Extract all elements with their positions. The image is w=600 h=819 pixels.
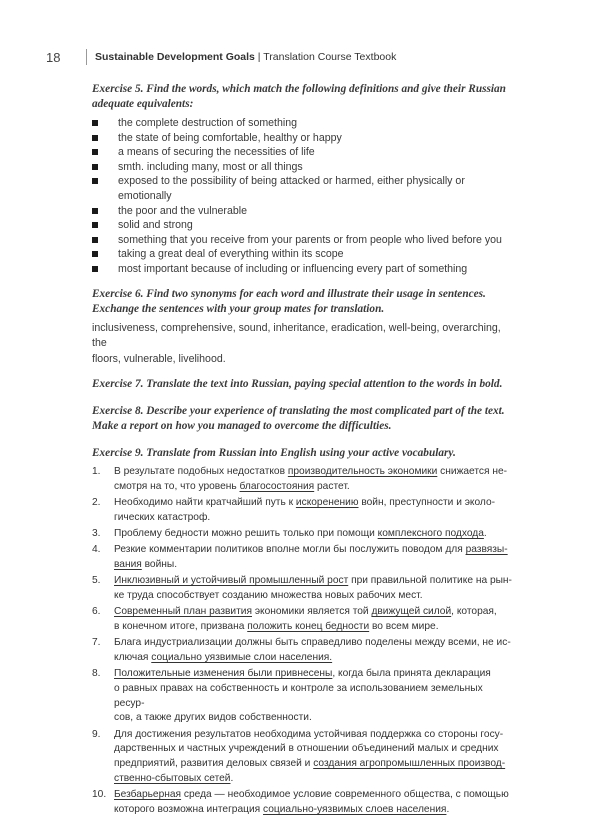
sentence-item [92, 636, 512, 665]
sentence-fragment: . [483, 528, 487, 540]
active-vocabulary-phrase: социально-уязвимых слоев населения [263, 803, 447, 815]
exercise-5-title [92, 82, 512, 112]
sentence-number: 10. [92, 789, 107, 801]
definition-item [92, 262, 512, 277]
sentence-text [114, 466, 507, 492]
exercise-9-title: Exercise 9. Translate from Russian into English using your active vocabulary. [92, 447, 456, 460]
sentence-item [92, 543, 512, 572]
sentence-fragment: гических катастроф. [114, 511, 211, 523]
sentence-fragment: Блага индустриализации должны быть справедливо поделены между всеми, не ис- [114, 637, 511, 649]
sentence-fragment: при правильной политике на рын- [348, 575, 512, 587]
sentence-fragment: о равных правах на собственность и контроле за использованием земельных ресур- [114, 683, 483, 709]
active-vocabulary-phrase: Положительные изменения были привнесены [114, 668, 333, 680]
sentence-fragment: во всем мире. [369, 621, 439, 633]
active-vocabulary-phrase: Инклюзивный и устойчивый промышленный рост [114, 575, 349, 587]
sentence-item [92, 527, 512, 542]
sentence-fragment: Для достижения результатов необходима устойчивая поддержка со стороны госу- [114, 728, 504, 740]
sentence-number: 4. [92, 544, 101, 556]
active-vocabulary-phrase: Безбарьерная [114, 789, 182, 801]
definition-text: exposed to the possibility of being attacked or harmed, either physically or emotionally [118, 175, 465, 202]
active-vocabulary-phrase: развязы- [465, 544, 508, 556]
definition-item [92, 131, 512, 146]
active-vocabulary-phrase: ственно-сбытовых сетей [114, 772, 231, 784]
exercise-8 [92, 404, 512, 434]
sentence-text [114, 668, 491, 723]
header-divider [86, 49, 87, 65]
active-vocabulary-phrase: движущей силой [371, 606, 452, 618]
definition-item [92, 233, 512, 248]
sentence-fragment: Необходимо найти кратчайший путь к [114, 497, 296, 509]
sentence-item [92, 788, 512, 817]
active-vocabulary-phrase: создания агропромышленных производ- [313, 758, 506, 770]
sentence-number: 1. [92, 466, 101, 478]
sentence-fragment: , которая, [451, 606, 497, 618]
exercise-5-title-line-1: Exercise 5. Find the words, which match the following definitions and give their Russian [92, 83, 506, 95]
sentence-text [114, 544, 508, 570]
square-bullet-icon [92, 178, 98, 184]
exercise-6-title-line-2: Exchange the sentences with your group mates for translation. [92, 302, 385, 315]
exercise-8-title [92, 404, 512, 434]
sentence-fragment: ключая [114, 652, 152, 664]
square-bullet-icon [92, 120, 98, 126]
exercise-7-title: Exercise 7. Translate the text into Russian, paying special attention to the words in bold. [92, 378, 503, 391]
sentence-fragment: войны. [141, 559, 178, 571]
sentence-item [92, 496, 512, 525]
running-title-separator: | [254, 51, 264, 63]
sentence-fragment: снижается не- [437, 466, 508, 478]
sentence-fragment: В результате подобных недостатков [114, 466, 288, 478]
definition-text: solid and strong [118, 219, 193, 232]
square-bullet-icon [92, 251, 98, 257]
active-vocabulary-phrase: благосостояния [239, 480, 315, 492]
sentence-fragment: . [446, 803, 450, 815]
sentence-number: 7. [92, 637, 101, 649]
sentence-number: 3. [92, 528, 101, 540]
active-vocabulary-phrase: вания [114, 559, 142, 571]
sentence-text [114, 637, 511, 663]
square-bullet-icon [92, 164, 98, 170]
definition-text: something that you receive from your parents or from people who lived before you [118, 233, 502, 246]
exercise-6-title-line-1: Exercise 6. Find two synonyms for each word and illustrate their usage in sentences. [92, 287, 486, 300]
sentence-fragment: ке труда способствует созданию множества новых рабочих мест. [114, 590, 423, 602]
active-vocabulary-phrase: положить конец бедности [247, 621, 370, 633]
sentence-item [92, 667, 512, 726]
exercise-6 [92, 287, 512, 368]
definitions-list [92, 116, 512, 277]
exercise-8-title-line-2: Make a report on how you managed to overcome the difficulties. [92, 420, 392, 433]
definition-text: taking a great deal of everything within its scope [118, 248, 344, 261]
definition-item [92, 116, 512, 131]
page-header [46, 48, 396, 66]
square-bullet-icon [92, 222, 98, 228]
translation-sentences-list [92, 465, 512, 818]
square-bullet-icon [92, 266, 98, 272]
sentence-fragment: Проблему бедности можно решить только при помощи [114, 528, 378, 540]
sentence-fragment: растет. [314, 480, 350, 492]
definition-item [92, 145, 512, 160]
definition-item [92, 174, 512, 203]
sentence-fragment: среда — необходимое условие современного общества, с помощью [181, 789, 509, 801]
active-vocabulary-phrase: комплексного подхода [377, 528, 484, 540]
page-number: 18 [46, 49, 61, 65]
running-title-bold: Sustainable Development Goals [95, 51, 255, 63]
running-title-rest: Translation Course Textbook [263, 51, 397, 63]
sentence-text [114, 789, 509, 815]
sentence-number: 8. [92, 668, 101, 680]
word-list-line-1: inclusiveness, comprehensive, sound, inheritance, eradication, well-being, overarching, the [92, 321, 501, 350]
sentence-text [114, 606, 497, 632]
square-bullet-icon [92, 135, 98, 141]
sentence-text [114, 528, 487, 539]
sentence-text [114, 497, 495, 523]
definition-item [92, 160, 512, 175]
square-bullet-icon [92, 149, 98, 155]
sentence-number: 6. [92, 606, 101, 618]
definition-text: the state of being comfortable, healthy or happy [118, 131, 342, 144]
running-title [95, 51, 396, 63]
exercise-7 [92, 377, 512, 392]
active-vocabulary-phrase: социально уязвимые слои населения. [151, 652, 333, 664]
sentence-fragment: . [230, 772, 234, 784]
definition-text: the complete destruction of something [118, 117, 298, 129]
sentence-text [114, 729, 505, 784]
sentence-item [92, 574, 512, 603]
sentence-fragment: предприятий, развития деловых связей и [114, 758, 314, 770]
word-list-line-2: floors, vulnerable, livelihood. [92, 352, 226, 365]
sentence-fragment: дарственных и частных учреждений в отношении объединений малых и средних [114, 743, 499, 755]
definition-item [92, 247, 512, 262]
sentence-number: 9. [92, 728, 101, 740]
definition-item [92, 218, 512, 233]
square-bullet-icon [92, 208, 98, 214]
exercise-5-title-line-2: adequate equivalents: [92, 98, 194, 110]
exercise-5 [92, 82, 512, 277]
sentence-number: 2. [92, 497, 101, 509]
definition-text: smth. including many, most or all things [118, 160, 303, 173]
sentence-fragment: сов, а также других видов собственности. [114, 712, 312, 724]
sentence-fragment: в конечном итоге, призвана [114, 621, 248, 633]
definition-item [92, 204, 512, 219]
exercise-8-title-line-1: Exercise 8. Describe your experience of translating the most complicated part of the text. [92, 405, 505, 418]
active-vocabulary-phrase: искоренению [295, 497, 359, 509]
sentence-fragment: которого возможна интеграция [114, 803, 264, 815]
square-bullet-icon [92, 237, 98, 243]
page-content [92, 82, 512, 819]
exercise-6-title [92, 287, 512, 317]
sentence-text [114, 575, 512, 601]
active-vocabulary-phrase: Современный план развития [114, 606, 252, 618]
sentence-item [92, 605, 512, 634]
exercise-9 [92, 446, 512, 818]
sentence-number: 5. [92, 575, 101, 587]
active-vocabulary-phrase: производительность экономики [287, 466, 438, 478]
definition-text: a means of securing the necessities of life [118, 146, 315, 159]
sentence-fragment: , когда была принята декларация [332, 668, 491, 680]
definition-text: the poor and the vulnerable [118, 204, 247, 217]
sentence-fragment: экономики является той [251, 606, 372, 618]
sentence-fragment: Резкие комментарии политиков вполне могли бы послужить поводом для [114, 544, 466, 556]
sentence-fragment: войн, преступности и эколо- [358, 497, 496, 509]
sentence-item [92, 465, 512, 494]
definition-text: most important because of including or influencing every part of something [118, 262, 468, 275]
exercise-6-word-list [92, 321, 512, 368]
sentence-fragment: смотря на то, что уровень [114, 480, 240, 492]
sentence-item [92, 728, 512, 787]
